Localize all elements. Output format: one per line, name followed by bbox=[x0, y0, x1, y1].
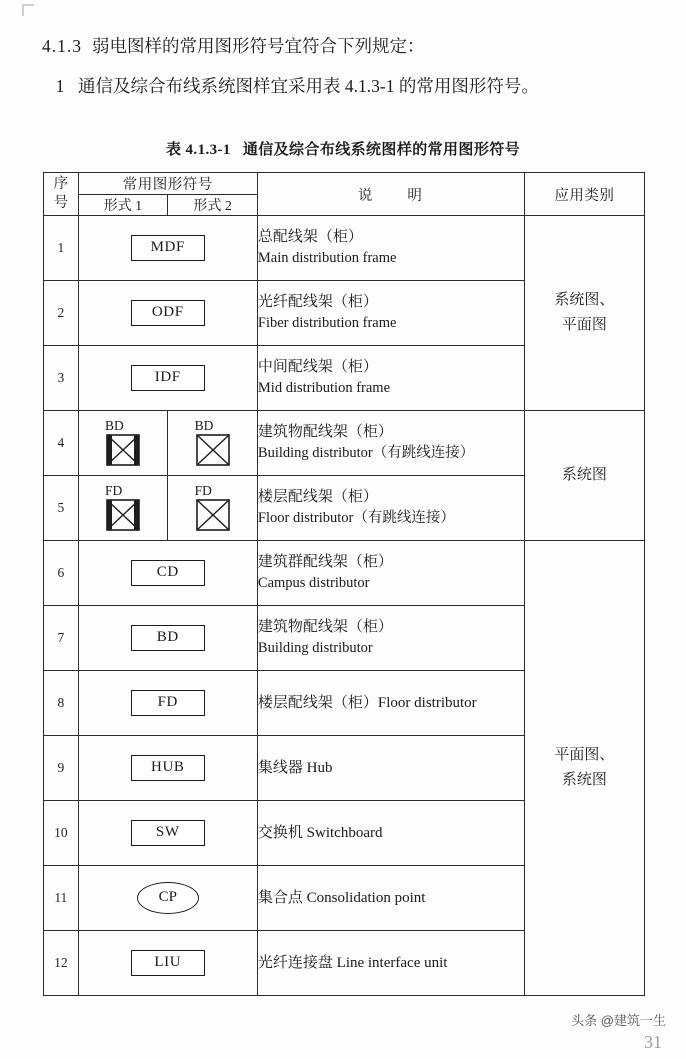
row-no: 9 bbox=[44, 736, 79, 801]
row-desc-cn: 中间配线架（柜） bbox=[257, 358, 378, 375]
table-caption-id: 表 4.1.3-1 bbox=[165, 142, 231, 158]
table-caption-text: 通信及综合布线系统图样的常用图形符号 bbox=[242, 142, 521, 158]
row-desc-single: 集线器 Hub bbox=[257, 759, 333, 776]
clause-item bbox=[42, 72, 650, 100]
table-caption bbox=[0, 138, 686, 159]
row-description bbox=[257, 476, 524, 541]
symbol-box: HUB bbox=[131, 755, 205, 781]
application-line1: 平面图、 bbox=[554, 747, 615, 764]
row-no: 6 bbox=[44, 541, 79, 606]
row-application bbox=[524, 541, 644, 996]
row-no: 11 bbox=[44, 866, 79, 931]
row-desc-en: Building distributor（有跳线连接） bbox=[257, 445, 475, 462]
symbol-label: BD bbox=[194, 417, 214, 433]
application-line1: 系统图 bbox=[561, 467, 607, 484]
row-symbol-form1 bbox=[78, 736, 257, 801]
header-no-line1: 序 bbox=[53, 176, 69, 193]
row-description bbox=[257, 541, 524, 606]
row-no: 10 bbox=[44, 801, 79, 866]
row-symbol-form1 bbox=[78, 476, 168, 541]
row-desc-en: Floor distributor（有跳线连接） bbox=[257, 510, 455, 527]
row-desc-single: 集合点 Consolidation point bbox=[257, 889, 426, 906]
symbol-label: FD bbox=[104, 482, 123, 498]
xbox-icon bbox=[193, 433, 233, 467]
row-desc-cn: 总配线架（柜） bbox=[257, 228, 363, 245]
row-description bbox=[257, 931, 524, 996]
symbol-box: LIU bbox=[131, 950, 205, 976]
header-application: 应用类别 bbox=[524, 173, 644, 216]
clause-item-number: 1 bbox=[55, 76, 65, 96]
row-no: 2 bbox=[44, 281, 79, 346]
row-desc-cn: 楼层配线架（柜） bbox=[257, 488, 378, 505]
row-symbol-form1 bbox=[78, 346, 257, 411]
table-row bbox=[44, 216, 645, 281]
row-symbol-form1 bbox=[78, 606, 257, 671]
xbox-bars-icon bbox=[103, 433, 143, 467]
watermark-credit: 头条 @建筑一生 bbox=[571, 1013, 666, 1028]
symbol-box: ODF bbox=[131, 300, 205, 326]
row-description bbox=[257, 216, 524, 281]
row-desc-single: 光纤连接盘 Line interface unit bbox=[257, 954, 448, 971]
symbol-bd-x bbox=[193, 419, 233, 468]
row-application bbox=[524, 411, 644, 541]
row-symbol-form2 bbox=[168, 411, 258, 476]
header-no-line2: 号 bbox=[53, 195, 69, 211]
symbol-box: MDF bbox=[131, 235, 205, 261]
row-description bbox=[257, 606, 524, 671]
row-desc-single: 楼层配线架（柜）Floor distributor bbox=[257, 694, 477, 711]
row-desc-en: Main distribution frame bbox=[257, 250, 397, 267]
symbol-label: BD bbox=[104, 417, 124, 433]
row-desc-en: Mid distribution frame bbox=[257, 380, 390, 397]
row-description bbox=[257, 671, 524, 736]
row-description bbox=[257, 736, 524, 801]
row-description bbox=[257, 801, 524, 866]
symbol-ellipse: CP bbox=[137, 882, 199, 914]
row-symbol-form1 bbox=[78, 931, 257, 996]
row-symbol-form1 bbox=[78, 801, 257, 866]
row-application bbox=[524, 216, 644, 411]
row-symbol-form1 bbox=[78, 411, 168, 476]
symbol-fd-bars bbox=[103, 484, 143, 533]
row-desc-en: Building distributor bbox=[257, 640, 373, 657]
symbol-bd-bars bbox=[103, 419, 143, 468]
application-line2: 平面图 bbox=[561, 317, 607, 333]
table-header-row-1 bbox=[44, 173, 645, 195]
row-desc-cn: 建筑物配线架（柜） bbox=[257, 618, 393, 635]
application-line2: 系统图 bbox=[561, 772, 607, 788]
header-form2: 形式 2 bbox=[168, 195, 258, 216]
row-no: 7 bbox=[44, 606, 79, 671]
row-symbol-form1 bbox=[78, 281, 257, 346]
row-desc-cn: 建筑物配线架（柜） bbox=[257, 423, 393, 440]
row-symbol-form1 bbox=[78, 866, 257, 931]
table-row bbox=[44, 541, 645, 606]
row-description bbox=[257, 281, 524, 346]
row-symbol-form1 bbox=[78, 216, 257, 281]
xbox-icon bbox=[193, 498, 233, 532]
row-desc-cn: 建筑群配线架（柜） bbox=[257, 553, 393, 570]
symbol-box: FD bbox=[131, 690, 205, 716]
clause-heading bbox=[42, 33, 652, 60]
page-number: 31 bbox=[644, 1032, 662, 1052]
symbol-fd-x bbox=[193, 484, 233, 533]
symbol-table bbox=[43, 172, 645, 996]
row-desc-en: Fiber distribution frame bbox=[257, 315, 397, 332]
symbol-box: IDF bbox=[131, 365, 205, 391]
clause-title: 弱电图样的常用图形符号宜符合下列规定： bbox=[92, 36, 425, 56]
xbox-bars-icon bbox=[103, 498, 143, 532]
table-row bbox=[44, 411, 645, 476]
row-no: 5 bbox=[44, 476, 79, 541]
symbol-box: SW bbox=[131, 820, 205, 846]
row-description bbox=[257, 866, 524, 931]
row-desc-single: 交换机 Switchboard bbox=[257, 824, 383, 841]
header-no bbox=[44, 173, 79, 216]
row-desc-cn: 光纤配线架（柜） bbox=[257, 293, 378, 310]
row-no: 8 bbox=[44, 671, 79, 736]
symbol-box: CD bbox=[131, 560, 205, 586]
symbol-box: BD bbox=[131, 625, 205, 651]
symbol-label: FD bbox=[194, 482, 212, 498]
row-no: 3 bbox=[44, 346, 79, 411]
page-corner-mark bbox=[22, 4, 34, 16]
clause-item-text: 通信及综合布线系统图样宜采用表 4.1.3-1 的常用图形符号。 bbox=[78, 76, 539, 96]
row-symbol-form1 bbox=[78, 541, 257, 606]
row-no: 4 bbox=[44, 411, 79, 476]
header-description: 说 明 bbox=[257, 173, 524, 216]
header-symbol-group: 常用图形符号 bbox=[78, 173, 257, 195]
clause-number: 4.1.3 bbox=[42, 36, 82, 56]
row-symbol-form2 bbox=[168, 476, 258, 541]
row-desc-en: Campus distributor bbox=[257, 575, 370, 592]
row-description bbox=[257, 346, 524, 411]
header-form1: 形式 1 bbox=[78, 195, 168, 216]
row-no: 12 bbox=[44, 931, 79, 996]
row-symbol-form1 bbox=[78, 671, 257, 736]
row-no: 1 bbox=[44, 216, 79, 281]
application-line1: 系统图、 bbox=[554, 292, 615, 309]
row-description bbox=[257, 411, 524, 476]
